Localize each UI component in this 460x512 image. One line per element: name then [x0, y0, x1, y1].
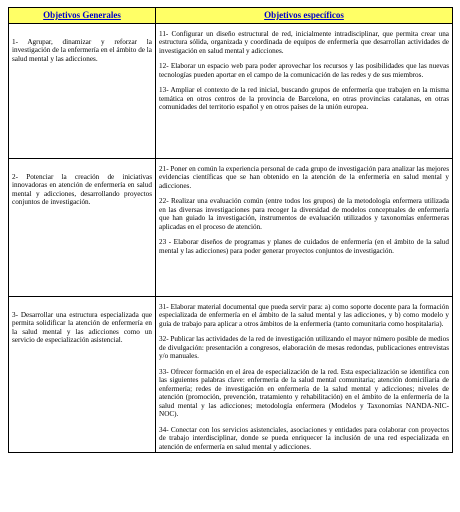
specific-objectives-cell	[156, 159, 453, 297]
general-objective-cell	[9, 297, 156, 453]
specific-objective-text: 34- Conectar con los servicios asistenciales, asociaciones y entidades para colaborar con proyectos de trabajo interdisciplinar, donde se pueda enriquecer la inclusión de una red especializada en atención de enfermería en salud mental y adicciones.	[159, 425, 449, 451]
specific-objective-text: 32- Publicar las actividades de la red de investigación utilizando el mayor número posible de medios de divulgación: presentación a congresos, elaboración de mesas redondas, publicaciones entrevistas y/o manuales.	[159, 335, 449, 361]
specific-objectives-cell	[156, 24, 453, 159]
table-row	[9, 297, 453, 453]
general-objective-text: 3- Desarrollar una estructura especializada que permita solidificar la atención de enfermería en la salud mental y las adicciones como un servicio de especialización asistencial.	[12, 311, 152, 345]
specific-objective-text: 21- Poner en común la experiencia personal de cada grupo de investigación para analizar las mejores evidencias científicas que se han obtenido en la atención de la enfermería en salud mental y adicciones.	[159, 165, 449, 190]
specific-objective-text: 23 - Elaborar diseños de programas y planes de cuidados de enfermería (en el ámbito de la salud mental y las adicciones) para poder generar proyectos conjuntos de investigación.	[159, 238, 449, 255]
specific-objective-text: 12- Elaborar un espacio web para poder aprovechar los recursos y las posibilidades que las nuevas tecnologías pueden aportar en el campo de la comunicación de las redes y de sus miembros.	[159, 62, 449, 79]
general-objective-text: 2- Potenciar la creación de iniciativas innovadoras en atención de enfermería en salud mental y adicciones, desarrollando proyectos conjuntos de investigación.	[12, 173, 152, 207]
header-general-objectives: Objetivos Generales	[9, 8, 156, 24]
table-row	[9, 24, 453, 159]
general-objective-text: 1- Agrupar, dinamizar y reforzar la investigación de la enfermería en el ámbito de la salud mental y las adicciones.	[12, 38, 152, 63]
general-objective-cell	[9, 159, 156, 297]
general-objective-cell	[9, 24, 156, 159]
specific-objective-text: 22- Realizar una evaluación común (entre todos los grupos) de la metodología enfermera utilizada en las diversas investigaciones para recoger la diversidad de modelos conceptuales de enfermería que han guiado la investigación, instrumentos de evaluación utilizados y taxonomías enfermeras aplicadas en el proceso de atención.	[159, 197, 449, 231]
specific-objective-text: 33- Ofrecer formación en el área de especialización de la red. Esta especialización se identifica con las siguientes palabras clave: enfermería de la salud mental comunitaria; atención domiciliaria de enfermería; redes de investigación en enfermería de la salud mental y adicciones; niveles de atención (promoción, prevención, tratamiento y rehabilitación) en el ámbito de la enfermería de la salud mental y las adicciones; metodología enfermera (Modelos y Taxonomías NANDA-NIC-NOC).	[159, 367, 449, 419]
objectives-table	[8, 7, 453, 453]
specific-objectives-cell	[156, 297, 453, 453]
specific-objective-text: 13- Ampliar el contexto de la red inicial, buscando grupos de enfermería que trabajen en la misma temática en otros centros de la provincia de Barcelona, en otras provincias catalanas, en otras comunidades del territorio español y en otros países de la unión europea.	[159, 86, 449, 112]
specific-objective-text: 31- Elaborar material documental que pueda servir para: a) como soporte docente para la formación especializada de enfermería en el ámbito de la salud mental y las adicciones, y b) como modelo y guía de trabajo para aplicar a otros ámbitos de la enfermería (tanto comunitaria como hospitalaria).	[159, 303, 449, 328]
specific-objective-text: 11- Configurar un diseño estructural de red, inicialmente intradisciplinar, que permita crear una estructura sólida, organizada y coordinada de equipos de enfermería que desarrollan actividades de investigación en salud mental y adicciones.	[159, 30, 449, 55]
table-row	[9, 159, 453, 297]
header-specific-objectives: Objetivos específicos	[156, 8, 453, 24]
table-header-row	[9, 8, 453, 24]
